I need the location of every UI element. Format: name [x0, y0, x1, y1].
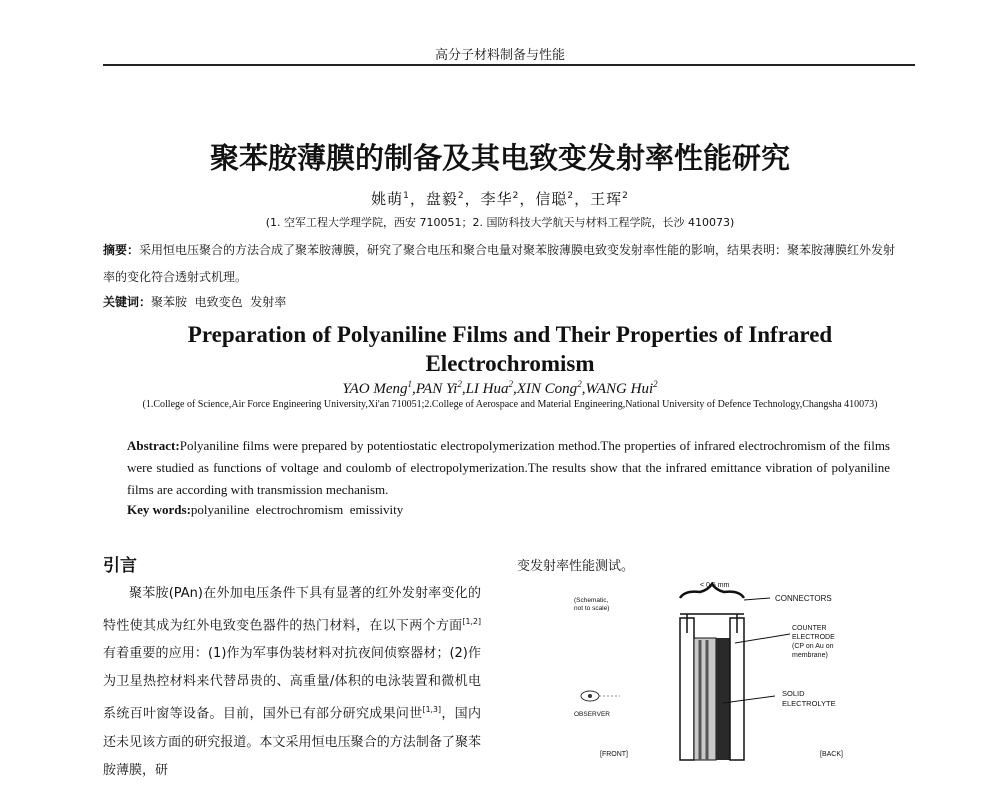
right-column-text: 变发射率性能测试。 — [517, 559, 635, 574]
author-name: 姚萌 — [371, 190, 404, 208]
author-affiliation-mark: 2 — [457, 379, 462, 389]
english-authors: YAO Meng$^1$,PAN Yi$^2$,LI Hua$^2$,XIN Cong$^2$,WANG Hui$^2$ — [342, 379, 658, 397]
author-name: 盘毅 — [425, 190, 458, 208]
chinese-keywords-label: 关键词： — [103, 295, 152, 309]
chinese-keywords — [103, 293, 903, 310]
observer-pupil — [588, 694, 592, 698]
chinese-abstract-label: 摘要： — [103, 243, 140, 257]
author-name: YAO Meng — [342, 381, 408, 397]
english-abstract-label: Abstract: — [127, 438, 180, 453]
paragraph-text: 聚苯胺(PAn)在外加电压条件下具有显著的红外发射率变化的特性使其成为红外电致变色器件的热门材料，在以下两个方面 — [103, 586, 481, 634]
paragraph-text: 有着重要的应用：(1)作为军事伪装材料对抗夜间侦察器材；(2)作为卫星热控材料来代替昂贵的、高重量/体积的电泳装置和微机电系统百叶窗等设备。目前，国外已有部分研究成果问世 — [103, 646, 481, 722]
section-heading: 引言 — [103, 556, 137, 576]
figure-label-counter-4: membrane) — [792, 652, 828, 659]
device-schematic-figure — [560, 578, 860, 760]
paragraph-text: ，国内还未见该方面的研究报道。本文采用恒电压聚合的方法制备了聚苯胺薄膜，研 — [103, 706, 481, 778]
author-affiliation-mark: 1 — [403, 191, 410, 201]
running-head: 高分子材料制备与性能 — [434, 48, 565, 63]
author-name: 王珲 — [590, 190, 623, 208]
figure-label-note-2: not to scale) — [574, 605, 610, 612]
figure-label-solid-2: ELECTROLYTE — [782, 699, 836, 708]
english-affiliation: (1.College of Science,Air Force Engineering University,Xi'an 710051;2.College of Aerospace and Material Engineering,National University of Defence Technology,Changsha 410073) — [142, 399, 878, 410]
citation-mark: [1,2] — [462, 617, 481, 626]
figure-label-solid-1: SOLID — [782, 689, 805, 698]
english-abstract — [127, 435, 890, 501]
citation-mark: [1,3] — [422, 705, 442, 715]
figure-label-observer: OBSERVER — [574, 711, 611, 718]
figure-label-counter-3: (CP on Au on — [792, 643, 834, 650]
figure-label-dimension: < 0.5 mm — [700, 582, 730, 589]
author-affiliation-mark: 2 — [512, 191, 520, 201]
english-keywords-label: Key words: — [127, 502, 191, 517]
author-name: PAN Yi — [415, 381, 458, 397]
english-abstract-text: Polyaniline films were prepared by potentiostatic electropolymerization method.The properties of infrared electrochromism of the films were studied as functions of voltage and coulomb of electropolymerization.The results show that the infrared emittance vibration of polyaniline films are according with transmission mechanism. — [127, 438, 890, 497]
english-keywords-text: polyaniline electrochromism emissivity — [190, 502, 404, 517]
author-affiliation-mark: 2 — [567, 191, 575, 201]
author-affiliation-mark: 2 — [457, 191, 465, 201]
english-keywords — [127, 502, 890, 518]
figure-label-front: [FRONT] — [600, 751, 628, 758]
chinese-affiliation: (1. 空军工程大学理学院，西安 710051；2. 国防科技大学航天与材料工程学院，长沙 410073) — [265, 216, 735, 229]
chinese-title: 聚苯胺薄膜的制备及其电致变发射率性能研究 — [209, 141, 790, 175]
chinese-abstract — [103, 237, 903, 291]
author-name: 李华 — [480, 190, 513, 208]
author-affiliation-mark: 2 — [653, 379, 658, 389]
leader-line — [744, 598, 770, 600]
chinese-abstract-text: 采用恒电压聚合的方法合成了聚苯胺薄膜，研究了聚合电压和聚合电量对聚苯胺薄膜电致变发射率性能的影响，结果表明：聚苯胺薄膜红外发射率的变化符合透射式机理。 — [103, 243, 896, 284]
chinese-authors: 姚萌$^1$，盘毅$^2$，李华$^2$，信聪$^2$，王珲$^2$ — [371, 190, 629, 208]
back-layer — [730, 618, 744, 760]
author-affiliation-mark: 2 — [622, 191, 629, 201]
figure-label-note-1: (Schematic, — [574, 597, 609, 604]
author-affiliation-mark: 2 — [508, 379, 514, 389]
author-name: LI Hua — [465, 381, 509, 397]
author-affiliation-mark: 2 — [577, 379, 582, 389]
author-name: WANG Hui — [585, 381, 654, 397]
figure-label-counter-2: ELECTRODE — [792, 634, 835, 641]
header-rule — [103, 64, 915, 66]
figure-label-back: [BACK] — [820, 751, 843, 758]
front-layer — [680, 618, 694, 760]
figure-label-counter-1: COUNTER — [792, 625, 827, 632]
intro-paragraph — [103, 580, 481, 778]
figure-label-connectors: CONNECTORS — [775, 594, 832, 603]
electrolyte-layer — [716, 638, 730, 760]
english-title: Preparation of Polyaniline Films and Their Properties of Infrared Electrochromism — [187, 322, 833, 376]
active-layer — [694, 638, 716, 760]
author-name: XIN Cong — [516, 381, 578, 397]
author-name: 信聪 — [535, 190, 568, 208]
author-affiliation-mark: 1 — [407, 379, 413, 389]
chinese-keywords-text: 聚苯胺 电致变色 发射率 — [151, 295, 287, 309]
